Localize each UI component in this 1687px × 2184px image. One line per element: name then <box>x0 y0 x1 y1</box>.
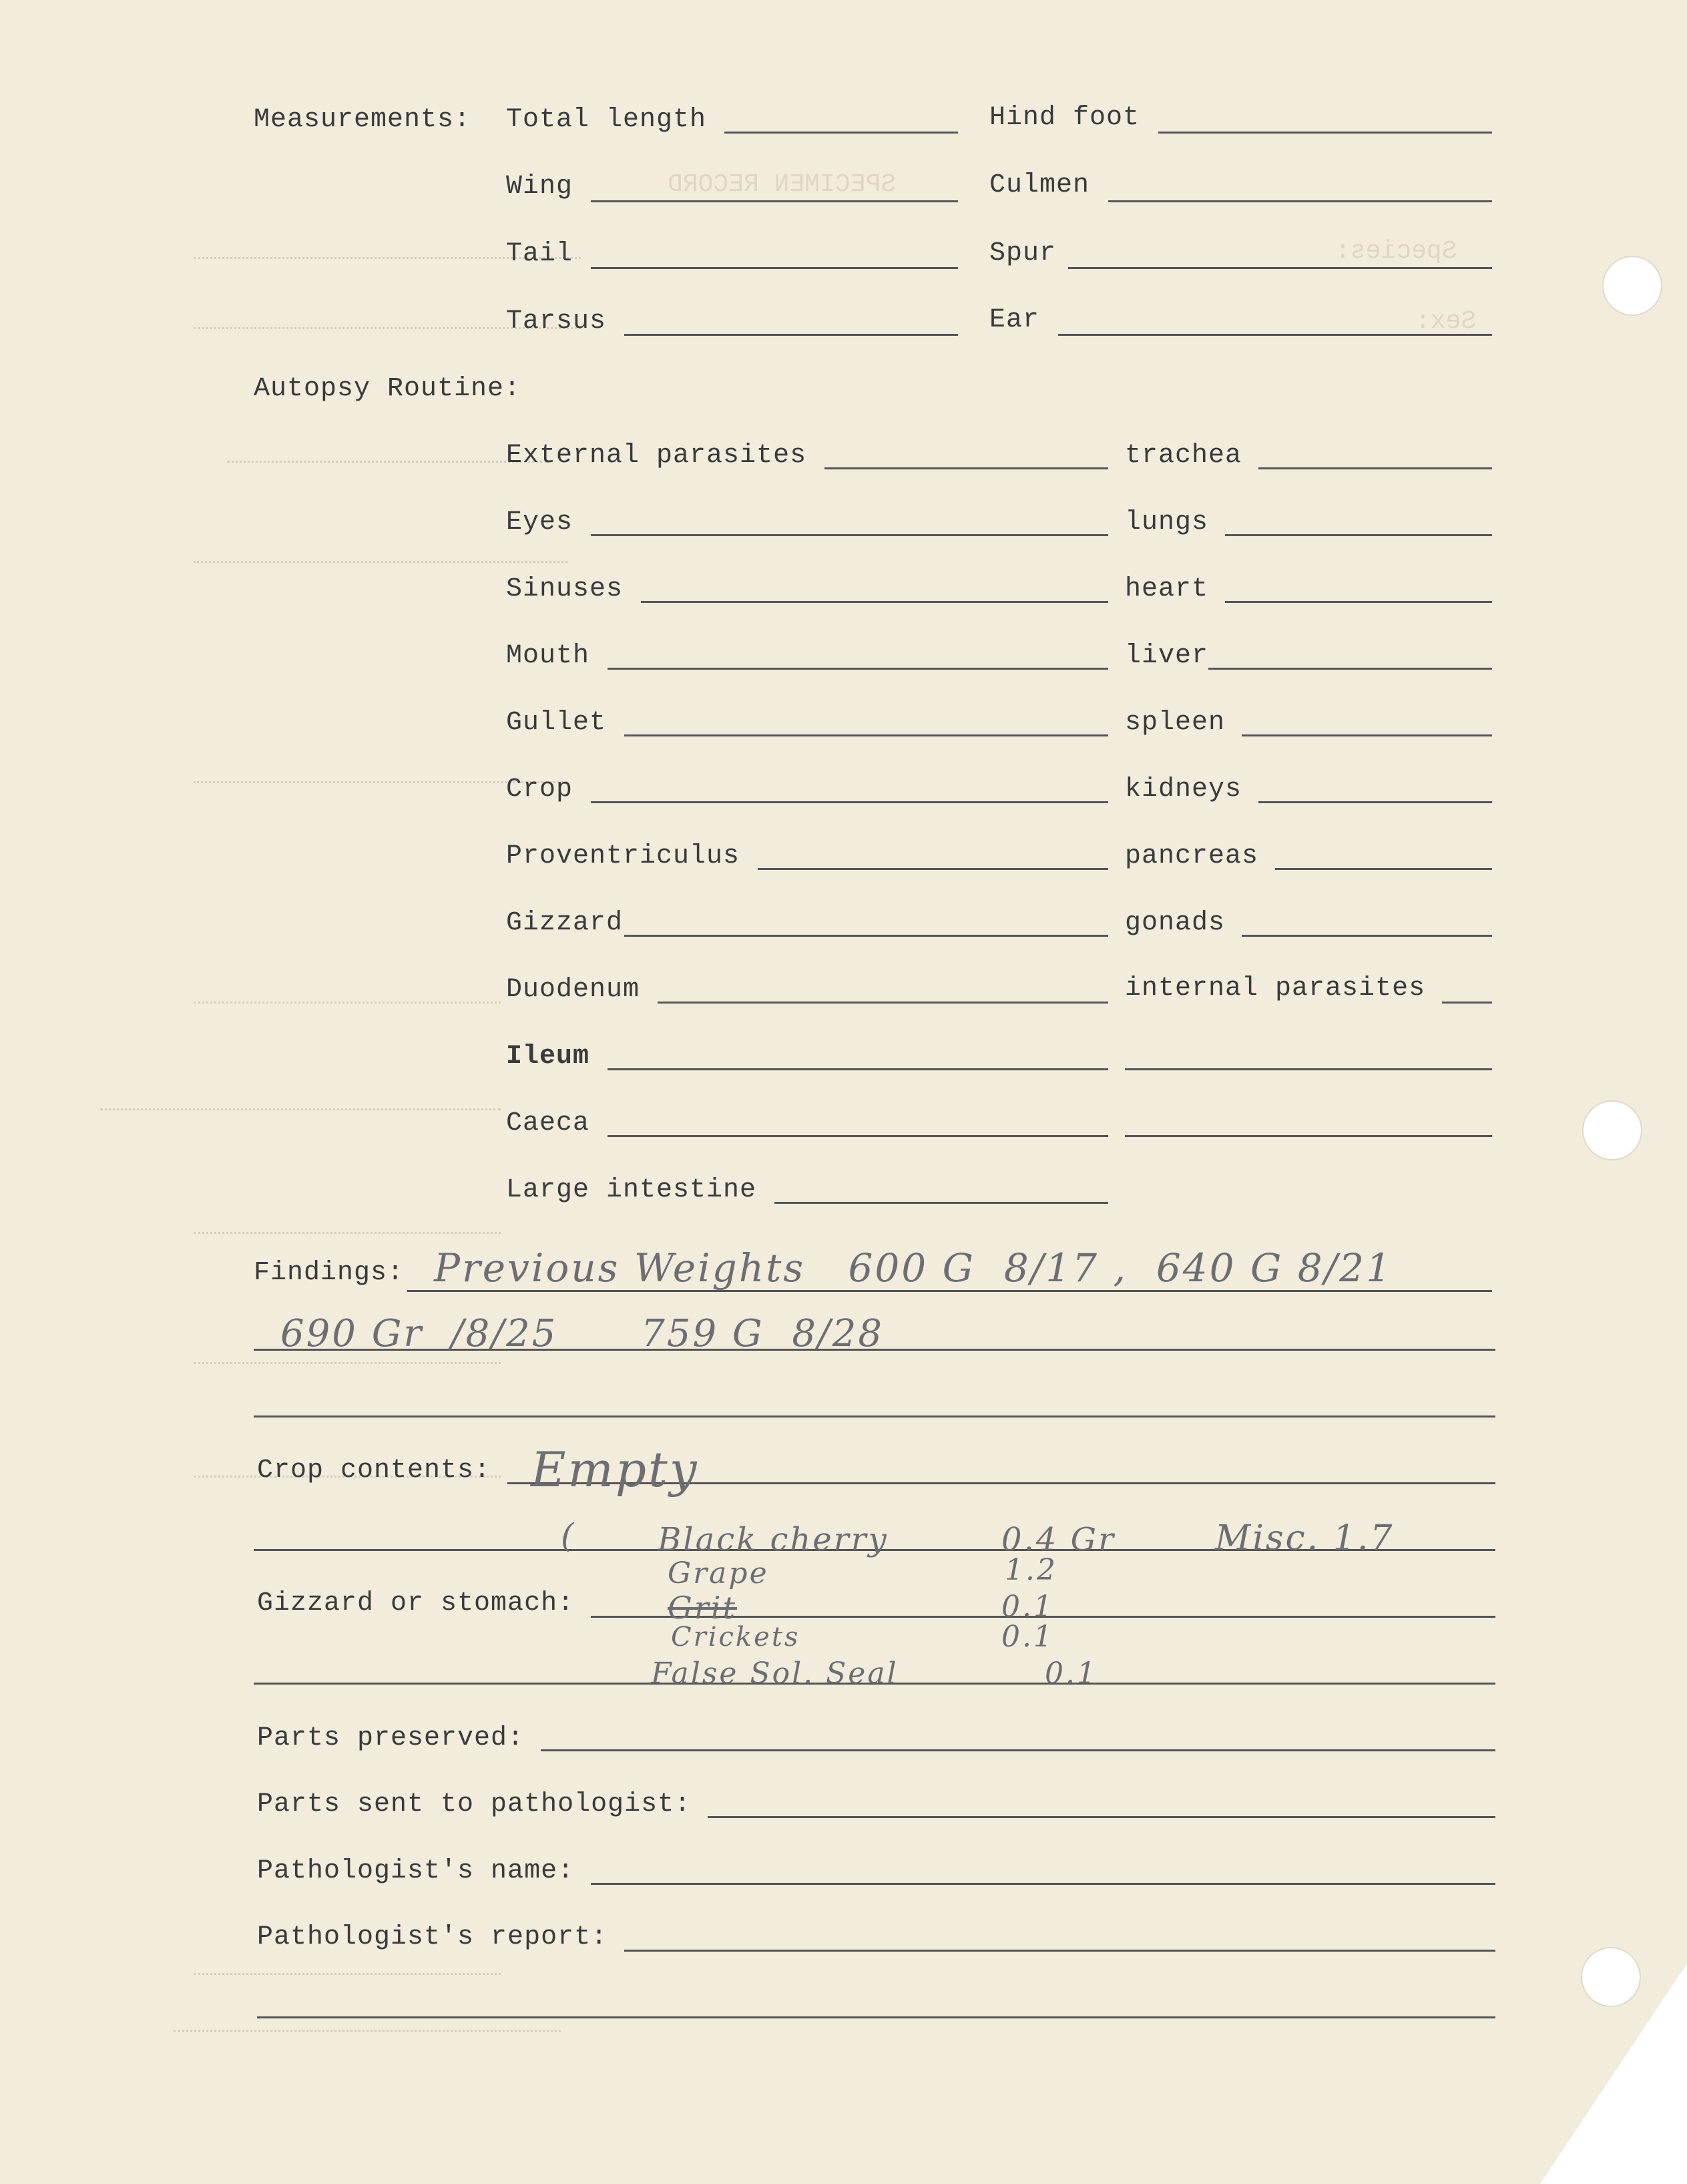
bleed-through-line <box>174 2030 561 2032</box>
mouth-field[interactable] <box>608 668 1108 670</box>
bleed-through-line <box>194 1362 501 1364</box>
findings-handwritten-1: Previous Weights 600 G 8/17 , 640 G 8/21 <box>434 1245 1393 1291</box>
caeca-extra-field[interactable] <box>1125 1135 1492 1137</box>
crop-contents-label: Crop contents: <box>257 1456 491 1486</box>
hind-foot-field[interactable] <box>1158 132 1492 134</box>
gizzard-item-amount: 1.2 <box>1005 1553 1057 1587</box>
gonads-field[interactable] <box>1242 935 1492 937</box>
findings-field-3[interactable] <box>254 1415 1495 1417</box>
hind-foot-label: Hind foot <box>989 103 1140 133</box>
total-length-label: Total length <box>506 105 707 135</box>
internal-parasites-label: internal parasites <box>1125 973 1426 1004</box>
parts-sent-label: Parts sent to pathologist: <box>257 1789 692 1819</box>
wing-field[interactable] <box>591 200 958 202</box>
gizzard-bracket: ( <box>561 1516 576 1555</box>
bleed-through-text: Species: <box>1335 237 1457 266</box>
gizzard-item-extra: Misc. 1.7 <box>1215 1518 1395 1558</box>
kidneys-label: kidneys <box>1125 775 1242 805</box>
torn-corner <box>1540 1964 1687 2184</box>
bleed-through-line <box>194 1232 501 1234</box>
gizzard-item-name: Crickets <box>671 1622 800 1653</box>
caeca-field[interactable] <box>608 1135 1108 1137</box>
sinuses-label: Sinuses <box>506 574 624 604</box>
sinuses-field[interactable] <box>641 601 1108 603</box>
bleed-through-line <box>100 1108 501 1110</box>
tarsus-field[interactable] <box>624 334 958 336</box>
crop-contents-handwritten: Empty <box>531 1442 699 1498</box>
pathologist-name-field[interactable] <box>591 1883 1495 1885</box>
gullet-field[interactable] <box>624 734 1108 736</box>
gonads-label: gonads <box>1125 908 1226 938</box>
external-parasites-label: External parasites <box>506 441 807 471</box>
culmen-label: Culmen <box>989 170 1090 200</box>
external-parasites-field[interactable] <box>824 467 1108 469</box>
kidneys-field[interactable] <box>1258 801 1492 803</box>
punch-hole <box>1602 256 1662 316</box>
wing-label: Wing <box>506 172 573 202</box>
pathologist-name-label: Pathologist's name: <box>257 1856 575 1886</box>
liver-label: liver <box>1125 641 1209 671</box>
gizzard-item-name: Black cherry <box>658 1521 889 1558</box>
culmen-field[interactable] <box>1108 200 1492 202</box>
tarsus-label: Tarsus <box>506 306 607 337</box>
spleen-field[interactable] <box>1242 734 1492 736</box>
duodenum-field[interactable] <box>658 1002 1108 1004</box>
gizzard-item-name: Grit <box>668 1590 737 1626</box>
lungs-label: lungs <box>1125 507 1209 537</box>
tail-field[interactable] <box>591 267 958 269</box>
crop-label: Crop <box>506 775 573 805</box>
gizzard-label: Gizzard <box>506 908 624 938</box>
eyes-field[interactable] <box>591 534 1108 536</box>
liver-field[interactable] <box>1208 668 1492 670</box>
ear-field[interactable] <box>1058 334 1492 336</box>
bleed-through-line <box>227 461 547 463</box>
mouth-label: Mouth <box>506 641 590 671</box>
pathologist-report-field-2[interactable] <box>257 2016 1495 2018</box>
heart-field[interactable] <box>1225 601 1492 603</box>
bleed-through-line <box>194 1002 501 1004</box>
parts-preserved-label: Parts preserved: <box>257 1723 525 1753</box>
gizzard-stomach-label: Gizzard or stomach: <box>257 1588 575 1618</box>
ileum-field[interactable] <box>608 1068 1108 1070</box>
gizzard-item-name: Grape <box>668 1556 769 1590</box>
duodenum-label: Duodenum <box>506 975 640 1005</box>
internal-parasites-field[interactable] <box>1442 1002 1492 1004</box>
measurements-heading: Measurements: <box>254 105 471 135</box>
trachea-label: trachea <box>1125 441 1242 471</box>
ear-label: Ear <box>989 305 1040 335</box>
spur-field[interactable] <box>1068 267 1492 269</box>
gizzard-item-amount: 0.1 <box>1001 1590 1054 1624</box>
gizzard-item-amount: 0.4 Gr <box>1001 1521 1116 1558</box>
parts-sent-field[interactable] <box>708 1816 1495 1818</box>
bleed-through-text: Sex: <box>1415 307 1477 336</box>
eyes-label: Eyes <box>506 507 573 537</box>
ileum-extra-field[interactable] <box>1125 1068 1492 1070</box>
bleed-through-line <box>194 561 567 563</box>
tail-label: Tail <box>506 239 573 269</box>
findings-handwritten-2: 690 Gr /8/25 759 G 8/28 <box>280 1312 884 1355</box>
lungs-field[interactable] <box>1225 534 1492 536</box>
ileum-label: Ileum <box>506 1042 590 1072</box>
spur-label: Spur <box>989 238 1057 268</box>
pancreas-label: pancreas <box>1125 841 1259 871</box>
pancreas-field[interactable] <box>1275 868 1492 870</box>
bleed-through-text: SPECIMEN RECORD <box>668 170 897 199</box>
proventriculus-label: Proventriculus <box>506 841 740 871</box>
heart-label: heart <box>1125 574 1209 604</box>
punch-hole <box>1582 1100 1642 1160</box>
spleen-label: spleen <box>1125 708 1226 738</box>
autopsy-routine-heading: Autopsy Routine: <box>254 374 521 404</box>
gizzard-field[interactable] <box>624 935 1108 937</box>
proventriculus-field[interactable] <box>758 868 1108 870</box>
trachea-field[interactable] <box>1258 467 1492 469</box>
pathologist-report-label: Pathologist's report: <box>257 1922 608 1952</box>
gullet-label: Gullet <box>506 708 607 738</box>
pathologist-report-field[interactable] <box>624 1950 1495 1952</box>
parts-preserved-field[interactable] <box>541 1749 1495 1751</box>
findings-label: Findings: <box>254 1258 405 1288</box>
gizzard-item-name: False Sol. Seal <box>651 1657 899 1691</box>
crop-field[interactable] <box>591 801 1108 803</box>
gizzard-item-amount: 0.1 <box>1045 1657 1098 1691</box>
caeca-label: Caeca <box>506 1108 590 1138</box>
gizzard-item-amount: 0.1 <box>1001 1620 1054 1654</box>
bleed-through-line <box>194 1973 501 1975</box>
total-length-field[interactable] <box>724 132 958 134</box>
large-intestine-field[interactable] <box>774 1202 1108 1204</box>
large-intestine-label: Large intestine <box>506 1175 757 1205</box>
